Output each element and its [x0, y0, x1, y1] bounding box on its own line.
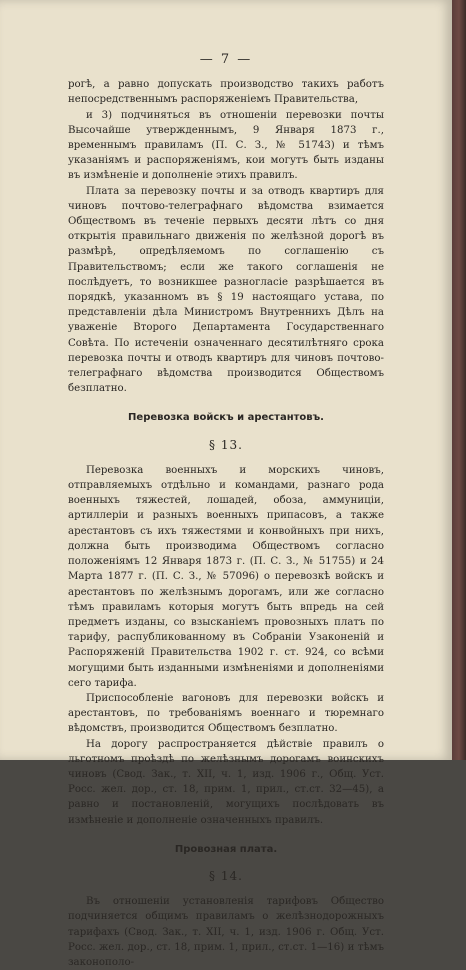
paragraph: Плата за перевозку почты и за отводъ квартиръ для чиновъ почтово-телеграфнаго вѣдомства взимается Обществомъ въ теченіе первыхъ десяти лѣтъ со дня открытія правильнаго движенія по желѣзной дорогѣ въ размѣрѣ, опредѣляемомъ по соглашенію съ Правительствомъ; если же такого соглашенія не послѣдуетъ, то возникшее разногласіе разрѣшается въ порядкѣ, указанномъ въ § 19 настоящаго устава, по представленіи дѣла Министромъ Внутреннихъ Дѣлъ на уваженіе Второго Департамента Государственнаго Совѣта. По истеченіи означеннаго десятилѣтняго срока перевозка почты и отводъ квартиръ для чиновъ почтово-телеграфнаго вѣдомства производится Обществомъ безплатно. — [68, 185, 384, 395]
paragraph: Въ отношеніи установленія тарифовъ Общество подчиняется общимъ правиламъ о желѣзнодорожныхъ тарифахъ (Свод. Зак., т. XII, ч. 1, изд. 1906 г. Общ. Уст. Росс. жел. дор., ст. 18, прим. 1, прил., ст.ст. 1—16) и тѣмъ законополо- — [68, 896, 384, 968]
paragraph: Приспособленіе вагоновъ для перевозки войскъ и арестантовъ, по требованіямъ военнаго и тюремнаго вѣдомствъ, производится Обществомъ безплатно. — [68, 692, 384, 735]
paragraph: На дорогу распространяется дѣйствіе правилъ о льготномъ проѣздѣ по желѣзнымъ дорогамъ воинскихъ чиновъ (Свод. Зак., т. XII, ч. 1, изд. 1906 г., Общ. Уст. Росс. жел. дор., ст. 18, прим. 1, прил., ст.ст. 32—45), а равно и постановленій, могущихъ послѣдовать въ измѣненіе и дополненіе означенныхъ правилъ. — [68, 738, 384, 826]
page-text — [68, 52, 384, 970]
paragraph: Перевозка военныхъ и морскихъ чиновъ, отправляемыхъ отдѣльно и командами, разнаго рода военныхъ тяжестей, лошадей, обоза, аммуниціи, артиллеріи и разныхъ военныхъ припасовъ, а также арестантовъ съ ихъ тяжестями и конвойныхъ при нихъ, должна быть производима Обществомъ согласно положеніямъ 12 Января 1873 г. (П. С. З., № 51755) и 24 Марта 1877 г. (П. С. З., № 57096) о перевозкѣ войскъ и арестантовъ по желѣзнымъ дорогамъ, или же согласно тѣмъ правиламъ которыя могутъ быть впредь на сей предметъ изданы, со взысканіемъ провозныхъ платъ по тарифу, распубликованному въ Собраніи Узаконеній и Распоряженій Правительства 1902 г. ст. 924, со всѣми могущими быть изданными измѣненіями и дополненіями сего тарифа. — [68, 464, 384, 689]
paragraph: и 3) подчиняться въ отношеніи перевозки почты Высочайше утвержденнымъ, 9 Января 1873 г., временнымъ правиламъ (П. С. З., № 51743) и тѣмъ указаніямъ и распоряженіямъ, кои могутъ быть изданы въ измѣненіе и дополненіе этихъ правилъ. — [68, 109, 384, 182]
book-edge — [452, 0, 466, 760]
paragraph: рогѣ, а равно допускать производство такихъ работъ непосредственнымъ распоряженіемъ Правительства, — [68, 79, 384, 106]
section-heading-troops: Перевозка войскъ и арестантовъ. — [128, 412, 324, 424]
section-number-14: § 14. — [209, 868, 243, 883]
page-number: — 7 — — [199, 52, 253, 67]
section-number-13: § 13. — [209, 437, 243, 452]
section-heading-fare: Провозная плата. — [174, 843, 278, 855]
